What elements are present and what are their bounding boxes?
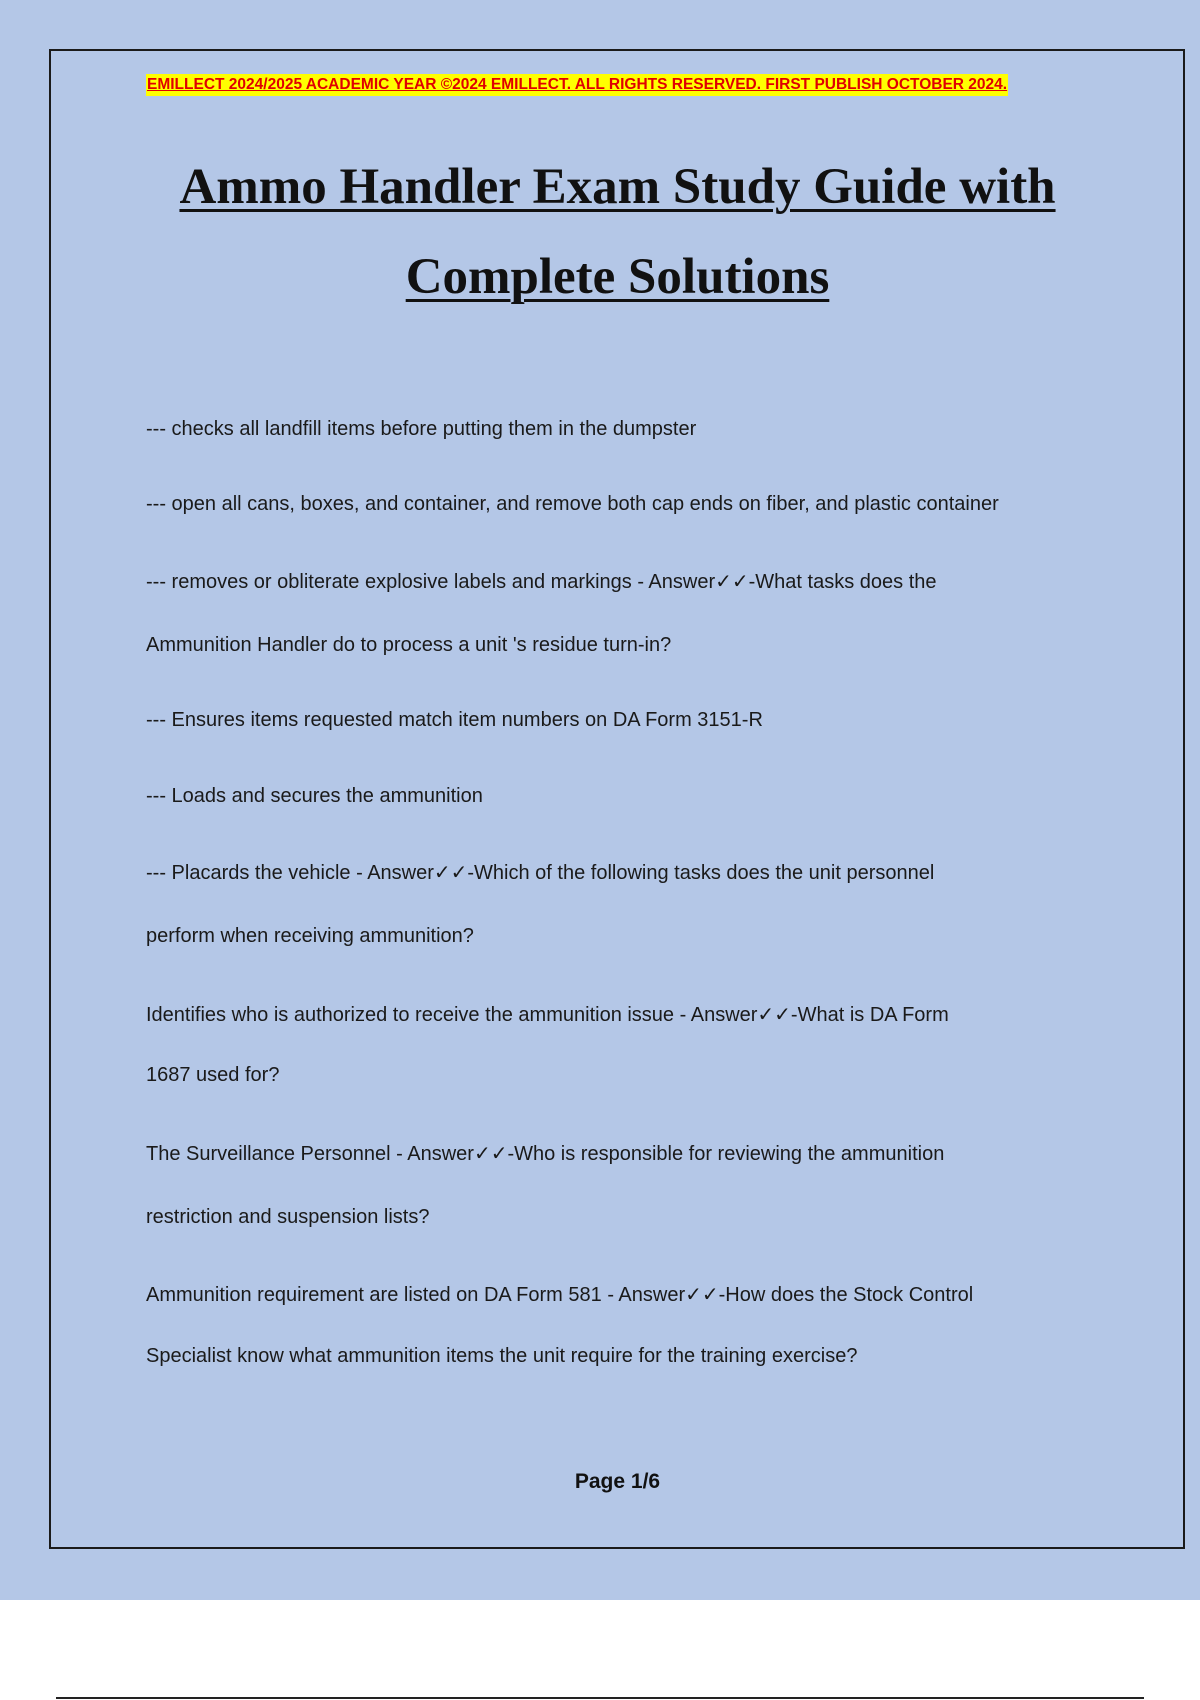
content-line: --- open all cans, boxes, and container, and remove both cap ends on fiber, and plastic container: [146, 493, 999, 515]
content-line: --- Ensures items requested match item numbers on DA Form 3151-R: [146, 709, 763, 731]
content-line: --- Placards the vehicle - Answer✓✓-Which of the following tasks does the unit personnel: [146, 862, 935, 884]
next-page-divider: [56, 1697, 1144, 1699]
page-number: Page 1/6: [574, 1470, 661, 1493]
content-line: --- checks all landfill items before putting them in the dumpster: [146, 418, 697, 440]
content-line: perform when receiving ammunition?: [146, 925, 474, 947]
content-line: Specialist know what ammunition items the unit require for the training exercise?: [146, 1345, 858, 1367]
content-line: Ammunition Handler do to process a unit 's residue turn-in?: [146, 634, 672, 656]
content-line: The Surveillance Personnel - Answer✓✓-Who is responsible for reviewing the ammunition: [146, 1143, 945, 1165]
content-line: Identifies who is authorized to receive the ammunition issue - Answer✓✓-What is DA Form: [146, 1004, 949, 1026]
content-line: restriction and suspension lists?: [146, 1206, 430, 1228]
content-line: --- Loads and secures the ammunition: [146, 785, 483, 807]
content-line: --- removes or obliterate explosive labels and markings - Answer✓✓-What tasks does the: [146, 571, 937, 593]
content-line: 1687 used for?: [146, 1064, 280, 1086]
document-title-line-2: Complete Solutions: [405, 249, 830, 305]
copyright-banner: EMILLECT 2024/2025 ACADEMIC YEAR ©2024 EMILLECT. ALL RIGHTS RESERVED. FIRST PUBLISH OCTOBER 2024.: [146, 74, 1008, 96]
document-title-line-1: Ammo Handler Exam Study Guide with: [179, 159, 1056, 215]
content-line: Ammunition requirement are listed on DA Form 581 - Answer✓✓-How does the Stock Control: [146, 1284, 974, 1306]
